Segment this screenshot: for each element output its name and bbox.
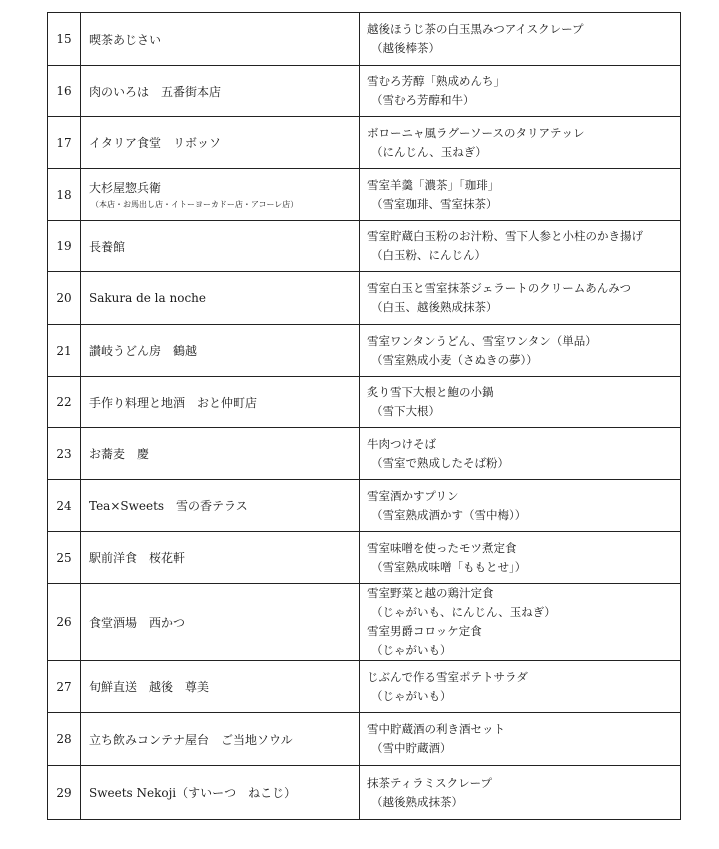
- dish-ingredient: （雪むろ芳醇和牛）: [371, 93, 475, 107]
- table-row: [48, 532, 681, 584]
- dish-name: 牛肉つけそば: [367, 436, 436, 451]
- dish-name: 雪室白玉と雪室抹茶ジェラートのクリームあんみつ: [367, 281, 632, 295]
- shop-cell: [81, 66, 360, 117]
- dish-cell: [360, 221, 681, 272]
- row-number: 20: [48, 272, 81, 325]
- row-number: 24: [48, 480, 81, 532]
- row-number: 29: [48, 766, 81, 820]
- dish-cell: [360, 661, 681, 713]
- dish-name: ボローニャ風ラグーソースのタリアテッレ: [367, 125, 585, 140]
- table-row: [48, 272, 681, 325]
- shop-cell: [81, 532, 360, 584]
- dish-name: 雪室男爵コロッケ定食: [367, 624, 482, 638]
- row-number: 23: [48, 428, 81, 480]
- dish-cell: [360, 13, 681, 66]
- table-row: [48, 713, 681, 766]
- dish-ingredient: （雪室熟成味噌「ももとせ」）: [371, 559, 527, 574]
- dish-cell: [360, 480, 681, 532]
- shop-cell: [81, 325, 360, 377]
- row-number: 27: [48, 661, 81, 713]
- dish-ingredient: （雪室熟成小麦（さぬきの夢））: [371, 352, 538, 367]
- shop-cell: [81, 221, 360, 272]
- table-row: [48, 584, 681, 661]
- dish-ingredient: （白玉、越後熟成抹茶）: [371, 300, 498, 314]
- shop-name: Sweets Nekoji（すいーつ ねこじ）: [89, 786, 297, 800]
- shop-name: お蕎麦 慶: [89, 447, 150, 461]
- table-row: [48, 428, 681, 480]
- table-row: [48, 766, 681, 820]
- table-row: [48, 221, 681, 272]
- row-number: 15: [48, 13, 81, 66]
- shop-cell: [81, 169, 360, 221]
- dish-name: 雪室ワンタンうどん、雪室ワンタン（単品）: [367, 333, 597, 348]
- table-row: [48, 169, 681, 221]
- shop-name: 立ち飲みコンテナ屋台 ご当地ソウル: [89, 732, 293, 747]
- dish-ingredient: （雪室で熟成したそば粉）: [371, 455, 509, 470]
- dish-name: 雪むろ芳醇「熟成めんち」: [367, 74, 505, 88]
- dish-name: 雪室味噌を使ったモツ煮定食: [367, 540, 517, 555]
- shop-cell: [81, 661, 360, 713]
- table-row: [48, 13, 681, 66]
- table-row: [48, 377, 681, 428]
- dish-name: 越後ほうじ茶の白玉黒みつアイスクレープ: [367, 22, 584, 36]
- shop-cell: [81, 480, 360, 532]
- row-number: 21: [48, 325, 81, 377]
- dish-cell: [360, 766, 681, 820]
- shop-name: 食堂酒場 西かつ: [89, 615, 186, 630]
- dish-cell: [360, 66, 681, 117]
- dish-cell: [360, 532, 681, 584]
- dish-cell: [360, 713, 681, 766]
- dish-ingredient: （越後熟成抹茶）: [371, 794, 463, 809]
- shop-name: 讃岐うどん房 鶴越: [89, 344, 198, 358]
- dish-cell: [360, 169, 681, 221]
- shop-name: 手作り料理と地酒 おと仲町店: [89, 395, 258, 410]
- dish-ingredient: （雪室珈琲、雪室抹茶）: [371, 196, 498, 211]
- shop-name: 駅前洋食 桜花軒: [89, 551, 186, 565]
- shop-name: 肉のいろは 五番街本店: [89, 84, 222, 99]
- dish-cell: [360, 428, 681, 480]
- dish-ingredient: （白玉粉、にんじん）: [371, 248, 486, 262]
- row-number: 28: [48, 713, 81, 766]
- dish-cell: [360, 584, 681, 661]
- dish-cell: [360, 272, 681, 325]
- shop-cell: [81, 584, 360, 661]
- shop-name: Tea×Sweets 雪の香テラス: [89, 499, 248, 513]
- row-number: 26: [48, 584, 81, 661]
- shop-name: 大杉屋惣兵衛: [89, 180, 162, 195]
- menu-table: [47, 12, 681, 820]
- dish-name: じぶんで作る雪室ポテトサラダ: [367, 669, 528, 684]
- dish-name: 炙り雪下大根と鮑の小鍋: [367, 385, 494, 399]
- dish-ingredient: （雪室熟成酒かす（雪中梅））: [371, 507, 527, 522]
- row-number: 16: [48, 66, 81, 117]
- shop-cell: [81, 713, 360, 766]
- shop-name: イタリア食堂 リボッソ: [89, 136, 222, 150]
- dish-name: 雪室酒かすプリン: [367, 488, 459, 503]
- dish-cell: [360, 117, 681, 169]
- dish-name: 雪室羊羹「濃茶」「珈琲」: [367, 177, 500, 192]
- table-row: [48, 66, 681, 117]
- dish-ingredient: （雪中貯蔵酒）: [371, 741, 452, 755]
- dish-name: 雪室貯蔵白玉粉のお汁粉、雪下人参と小柱のかき揚げ: [367, 229, 643, 243]
- dish-ingredient: （雪下大根）: [371, 404, 440, 418]
- row-number: 18: [48, 169, 81, 221]
- table-row: [48, 117, 681, 169]
- shop-cell: [81, 117, 360, 169]
- shop-name: 旬鮮直送 越後 尊美: [89, 680, 210, 694]
- shop-cell: [81, 13, 360, 66]
- table-body: [48, 13, 681, 820]
- row-number: 19: [48, 221, 81, 272]
- dish-cell: [360, 377, 681, 428]
- table-row: [48, 661, 681, 713]
- dish-ingredient: （じゃがいも）: [371, 643, 452, 657]
- dish-name: 抹茶ティラミスクレープ: [367, 775, 493, 790]
- dish-ingredient: （にんじん、玉ねぎ）: [371, 144, 487, 159]
- shop-name: 喫茶あじさい: [89, 32, 162, 47]
- shop-cell: [81, 272, 360, 325]
- dish-name: 雪中貯蔵酒の利き酒セット: [367, 722, 505, 736]
- dish-name: 雪室野菜と越の鶏汁定食: [367, 586, 494, 600]
- table-row: [48, 325, 681, 377]
- shop-name: 長養館: [89, 239, 126, 254]
- row-number: 25: [48, 532, 81, 584]
- dish-ingredient: （じゃがいも）: [371, 688, 452, 703]
- shop-cell: [81, 377, 360, 428]
- dish-ingredient: （越後棒茶）: [371, 41, 440, 55]
- dish-cell: [360, 325, 681, 377]
- row-number: 22: [48, 377, 81, 428]
- shop-cell: [81, 766, 360, 820]
- table-row: [48, 480, 681, 532]
- shop-name: Sakura de la noche: [89, 291, 206, 305]
- shop-cell: [81, 428, 360, 480]
- shop-branches: （本店・お馬出し店・イトーヨーカドー店・アコーレ店）: [91, 199, 299, 209]
- dish-ingredient: （じゃがいも、にんじん、玉ねぎ）: [371, 605, 556, 619]
- row-number: 17: [48, 117, 81, 169]
